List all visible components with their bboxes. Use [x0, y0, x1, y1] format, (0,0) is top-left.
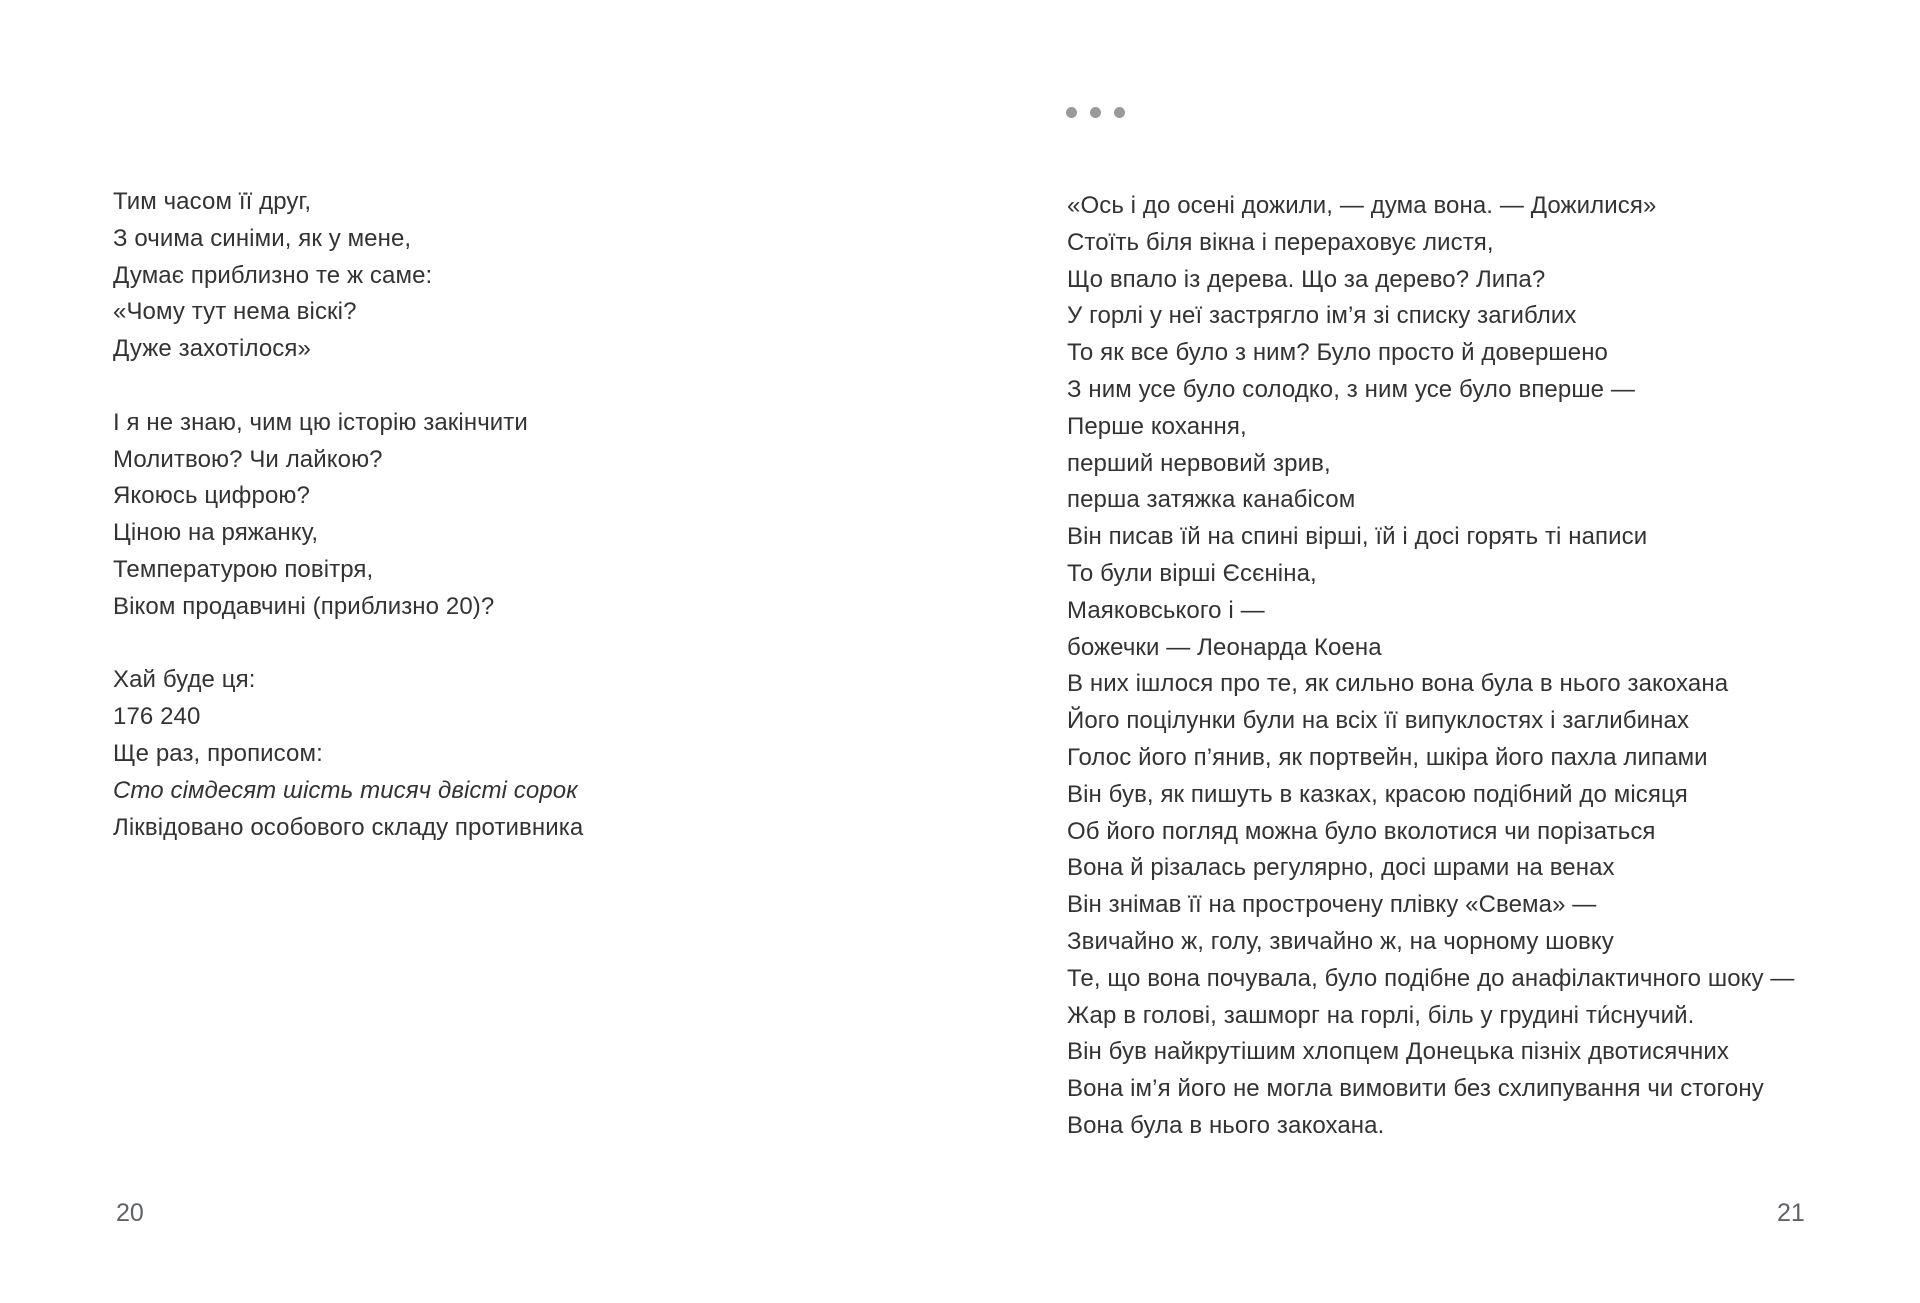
poem-line: Його поцілунки були на всіх її випуклостях і заглибинах: [1067, 707, 1690, 735]
poem-line: Віком продавчині (приблизно 20)?: [113, 592, 495, 620]
poem-line: Перше кохання,: [1067, 412, 1247, 440]
poem-line: божечки — Леонарда Коена: [1067, 633, 1382, 661]
poem-line: Те, що вона почувала, було подібне до анафілактичного шоку —: [1067, 964, 1795, 992]
poem-line: Що впало із дерева. Що за дерево? Липа?: [1067, 265, 1546, 293]
poem-line: Молитвою? Чи лайкою?: [113, 445, 383, 473]
poem-line: Об його погляд можна було вколотися чи порізаться: [1067, 817, 1656, 845]
poem-line: То як все було з ним? Було просто й довершено: [1067, 339, 1609, 367]
poem-line: «Чому тут нема віскі?: [113, 298, 357, 326]
poem-line: Вона й різалась регулярно, досі шрами на венах: [1067, 854, 1615, 882]
poem-line: Вона ім’я його не могла вимовити без схлипування чи стогону: [1067, 1075, 1764, 1103]
poem-right: [1067, 188, 1795, 1145]
poem-line: Тим часом її друг,: [113, 188, 312, 215]
page-number-right: 21: [1777, 1199, 1805, 1227]
poem-line: Вона була в нього закохана.: [1067, 1111, 1385, 1139]
poem-line: Думає приблизно те ж саме:: [113, 261, 433, 289]
poem-line: 176 240: [113, 703, 201, 731]
separator-dot: [1066, 107, 1077, 118]
poem-line: Стоїть біля вікна і перераховує листя,: [1067, 228, 1494, 256]
poem-line: Маяковського і —: [1067, 596, 1265, 624]
poem-line: Якоюсь цифрою?: [113, 482, 310, 510]
poem-line: Він був найкрутішим хлопцем Донецька пізніх двотисячних: [1067, 1038, 1729, 1066]
poem-line: У горлі у неї застрягло ім’я зі списку загиблих: [1067, 302, 1577, 330]
poem-line: Звичайно ж, голу, звичайно ж, на чорному шовку: [1067, 927, 1614, 955]
poem-line: Він писав їй на спині вірші, їй і досі горять ті написи: [1067, 523, 1648, 551]
poem-line: І я не знаю, чим цю історію закінчити: [113, 408, 528, 436]
poem-line: Жар в голові, зашморг на горлі, біль у грудині ти́снучий.: [1067, 1001, 1695, 1029]
separator-dot: [1090, 107, 1101, 118]
poem-line: Дуже захотілося»: [113, 335, 311, 363]
poem-line: перший нервовий зрив,: [1067, 449, 1331, 477]
poem-line: [113, 626, 583, 663]
poem-line: З ним усе було солодко, з ним усе було вперше —: [1067, 375, 1635, 403]
poem-line: Сто сімдесят шість тисяч двісті сорок: [113, 776, 578, 804]
poem-line: Голос його п’янив, як портвейн, шкіра його пахла липами: [1067, 743, 1708, 771]
poem-left: [113, 184, 583, 846]
separator-dot: [1114, 107, 1125, 118]
page-number-left: 20: [116, 1199, 144, 1227]
poem-line: [113, 368, 583, 405]
poem-line: перша затяжка канабісом: [1067, 486, 1356, 514]
poem-line: З очима синіми, як у мене,: [113, 224, 412, 252]
poem-line: Хай буде ця:: [113, 666, 256, 694]
dots-separator-icon: [1066, 107, 1125, 118]
poem-line: То були вірші Єсєніна,: [1067, 559, 1317, 587]
poem-line: Ціною на ряжанку,: [113, 519, 319, 547]
poem-line: Він знімав її на прострочену плівку «Свема» —: [1067, 891, 1597, 919]
poem-line: В них ішлося про те, як сильно вона була в нього закохана: [1067, 670, 1729, 698]
poem-line: Він був, як пишуть в казках, красою подібний до місяця: [1067, 780, 1688, 808]
poem-line: «Ось і до осені дожили, — дума вона. — Дожилися»: [1067, 192, 1657, 219]
poem-line: Температурою повітря,: [113, 555, 374, 583]
poem-line: Ліквідовано особового складу противника: [113, 813, 584, 841]
poem-line: Ще раз, прописом:: [113, 739, 323, 767]
